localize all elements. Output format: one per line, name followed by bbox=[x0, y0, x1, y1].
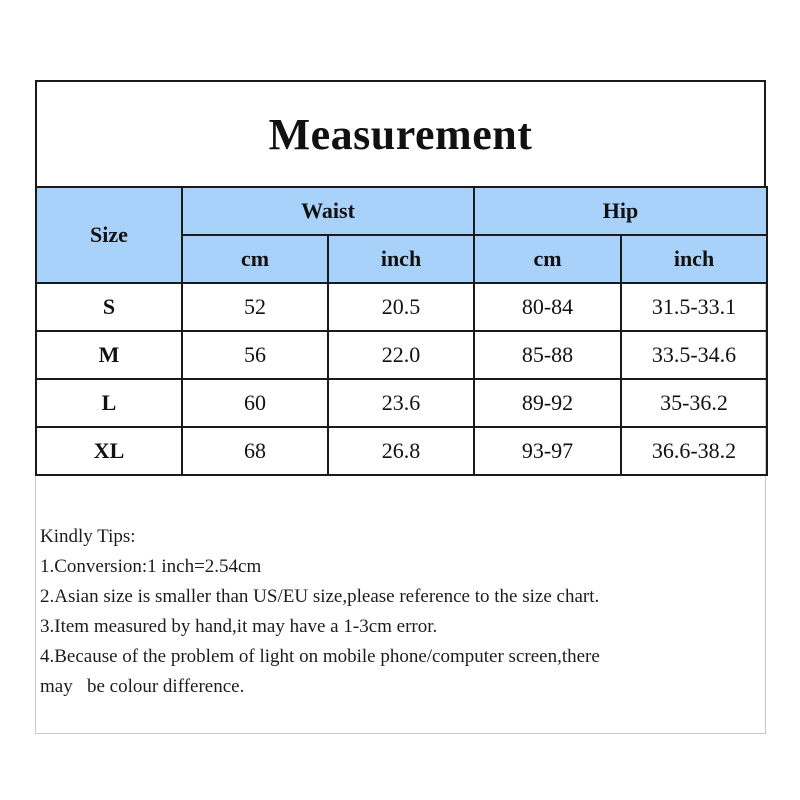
size-cell: S bbox=[36, 283, 182, 331]
waist-group-header: Waist bbox=[182, 187, 474, 235]
size-cell: L bbox=[36, 379, 182, 427]
waist-inch-cell: 23.6 bbox=[328, 379, 474, 427]
tip-line: 2.Asian size is smaller than US/EU size,please reference to the size chart. bbox=[40, 586, 600, 607]
hip-cm-cell: 89-92 bbox=[474, 379, 621, 427]
size-column-header: Size bbox=[36, 187, 182, 283]
hip-inch-cell: 35-36.2 bbox=[621, 379, 767, 427]
table-header-row bbox=[36, 187, 767, 235]
waist-cm-header: cm bbox=[182, 235, 328, 283]
tip-line: 1.Conversion:1 inch=2.54cm bbox=[40, 556, 262, 577]
hip-cm-header: cm bbox=[474, 235, 621, 283]
waist-cm-cell: 68 bbox=[182, 427, 328, 475]
size-cell: M bbox=[36, 331, 182, 379]
tip-line: may be colour difference. bbox=[40, 676, 245, 697]
title-box bbox=[35, 80, 766, 186]
waist-inch-header: inch bbox=[328, 235, 474, 283]
tip-line: 4.Because of the problem of light on mobile phone/computer screen,there bbox=[40, 646, 600, 667]
waist-cm-cell: 56 bbox=[182, 331, 328, 379]
hip-cm-cell: 85-88 bbox=[474, 331, 621, 379]
page-title: Measurement bbox=[268, 109, 533, 159]
waist-cm-cell: 52 bbox=[182, 283, 328, 331]
hip-cm-cell: 80-84 bbox=[474, 283, 621, 331]
tips-section bbox=[40, 522, 750, 702]
size-cell: XL bbox=[36, 427, 182, 475]
hip-cm-cell: 93-97 bbox=[474, 427, 621, 475]
hip-inch-header: inch bbox=[621, 235, 767, 283]
waist-inch-cell: 26.8 bbox=[328, 427, 474, 475]
size-table bbox=[35, 186, 768, 476]
waist-inch-cell: 22.0 bbox=[328, 331, 474, 379]
table-row bbox=[36, 331, 767, 379]
waist-inch-cell: 20.5 bbox=[328, 283, 474, 331]
waist-cm-cell: 60 bbox=[182, 379, 328, 427]
table-row bbox=[36, 427, 767, 475]
hip-group-header: Hip bbox=[474, 187, 767, 235]
hip-inch-cell: 36.6-38.2 bbox=[621, 427, 767, 475]
tip-line: 3.Item measured by hand,it may have a 1-3cm error. bbox=[40, 616, 438, 637]
hip-inch-cell: 31.5-33.1 bbox=[621, 283, 767, 331]
hip-inch-cell: 33.5-34.6 bbox=[621, 331, 767, 379]
tips-heading: Kindly Tips: bbox=[40, 526, 136, 547]
table-row bbox=[36, 283, 767, 331]
table-row bbox=[36, 379, 767, 427]
